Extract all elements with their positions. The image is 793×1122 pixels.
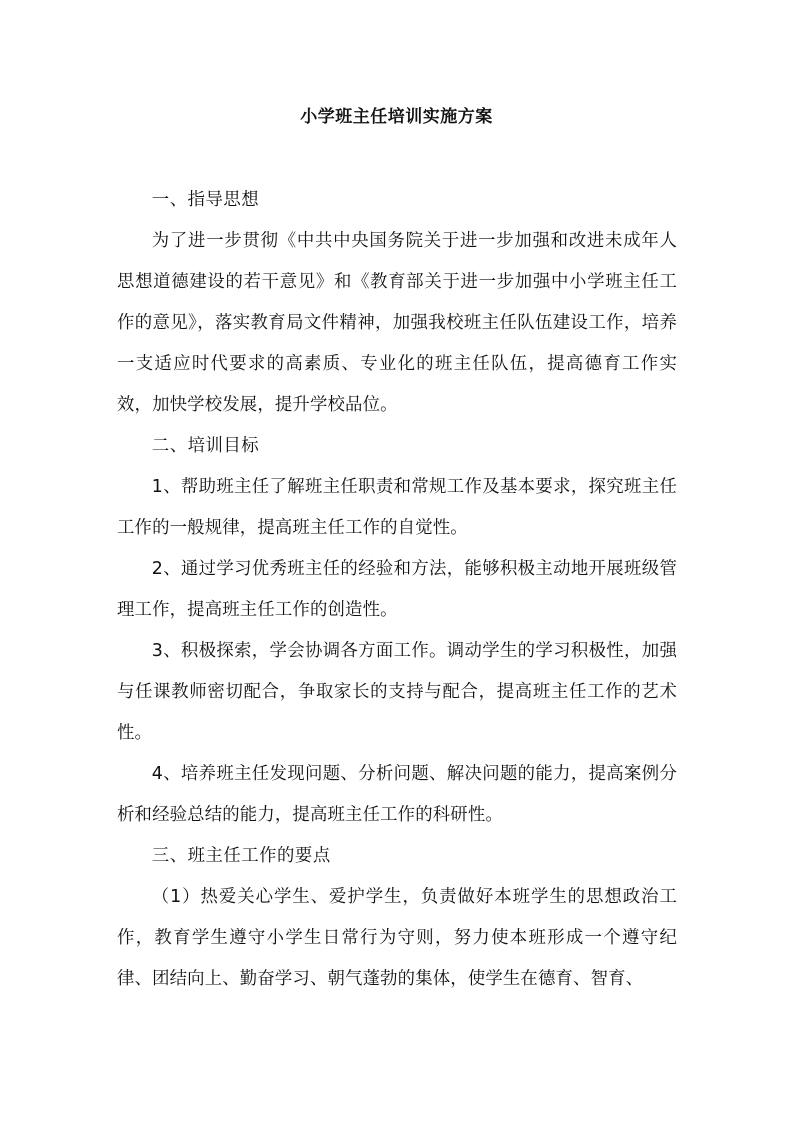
paragraph-goal-1: 1、帮助班主任了解班主任职责和常规工作及基本要求，探究班主任工作的一般规律，提高班主任工作的自觉性。 <box>117 477 677 538</box>
paragraph-goal-3: 3、积极探索，学会协调各方面工作。调动学生的学习积极性，加强与任课教师密切配合，争取家长的支持与配合，提高班主任工作的艺术性。 <box>117 641 677 743</box>
section-heading-work-points: 三、班主任工作的要点 <box>151 846 331 866</box>
document-body <box>117 180 677 1000</box>
paragraph-guiding-ideology: 为了进一步贯彻《中共中央国务院关于进一步加强和改进未成年人思想道德建设的若干意见》和《教育部关于进一步加强中小学班主任工作的意见》，落实教育局文件精神，加强我校班主任队伍建设工作，培养一支适应时代要求的高素质、专业化的班主任队伍，提高德育工作实效，加快学校发展，提升学校品位。 <box>117 231 677 415</box>
document-title: 小学班主任培训实施方案 <box>300 107 493 127</box>
paragraph-work-point-1: （1）热爱关心学生、爱护学生，负责做好本班学生的思想政治工作，教育学生遵守小学生日常行为守则，努力使本班形成一个遵守纪律、团结向上、勤奋学习、朝气蓬勃的集体，使学生在德育、智育、 <box>117 887 677 989</box>
paragraph-goal-4: 4、培养班主任发现问题、分析问题、解决问题的能力，提高案例分析和经验总结的能力，提高班主任工作的科研性。 <box>117 764 677 825</box>
section-heading-training-goals: 二、培训目标 <box>151 436 260 456</box>
paragraph-goal-2: 2、通过学习优秀班主任的经验和方法，能够积极主动地开展班级管理工作，提高班主任工作的创造性。 <box>117 559 677 620</box>
section-heading-guiding-ideology: 一、指导思想 <box>151 190 260 210</box>
